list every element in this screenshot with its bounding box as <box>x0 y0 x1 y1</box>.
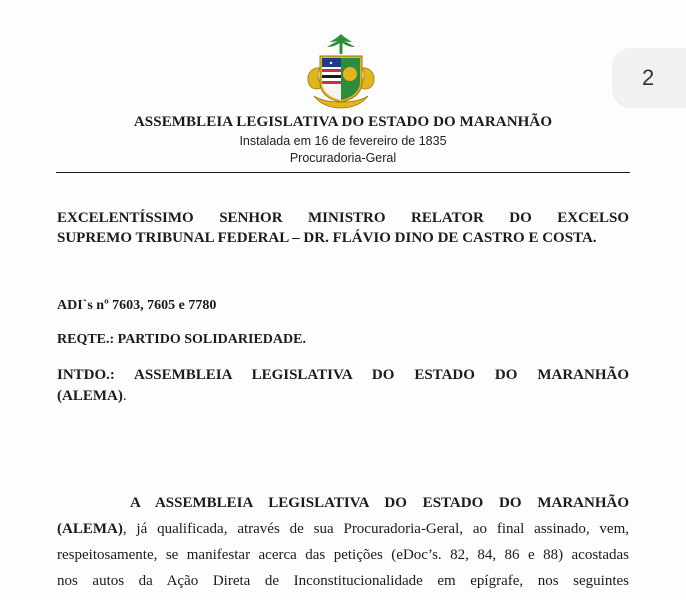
body-line-3: respeitosamente, se manifestar acerca das petições (eDoc’s. 82, 84, 86 e 88) acostadas <box>57 547 629 563</box>
department-name: Procuradoria-Geral <box>289 151 397 165</box>
petitioner-line: REQTE.: PARTIDO SOLIDARIEDADE. <box>57 332 306 347</box>
addressee-line-1: EXCELENTÍSSIMO SENHOR MINISTRO RELATOR DO EXCELSO <box>57 210 629 226</box>
adi-reference: ADI`s nº 7603, 7605 e 7780 <box>57 298 217 313</box>
body-line-1: A ASSEMBLEIA LEGISLATIVA DO ESTADO DO MARANHÃO <box>130 495 629 511</box>
respondent-line-2 <box>57 386 629 406</box>
installation-date: Instalada em 16 de fevereiro de 1835 <box>239 134 447 148</box>
header-divider <box>56 172 630 173</box>
respondent-line-2-rest: . <box>122 388 127 404</box>
addressee-line-2: SUPREMO TRIBUNAL FEDERAL – DR. FLÁVIO DINO DE CASTRO E COSTA. <box>57 230 597 246</box>
assembly-title: ASSEMBLEIA LEGISLATIVA DO ESTADO DO MARANHÃO <box>133 114 553 130</box>
respondent-acronym: (ALEMA) <box>57 388 123 404</box>
page-number: 2 <box>642 65 655 90</box>
body-line-4: nos autos da Ação Direta de Inconstitucionalidade em epígrafe, nos seguintes <box>57 573 629 589</box>
page-number-badge <box>612 48 686 108</box>
body-acronym: (ALEMA) <box>57 521 123 537</box>
respondent-line-1: INTDO.: ASSEMBLEIA LEGISLATIVA DO ESTADO DO MARANHÃO <box>57 367 629 383</box>
body-line-2 <box>57 519 629 539</box>
state-coat-of-arms-emblem <box>300 30 382 112</box>
body-line-2-rest: , já qualificada, através de sua Procuradoria-Geral, ao final assinado, vem, <box>122 521 629 537</box>
